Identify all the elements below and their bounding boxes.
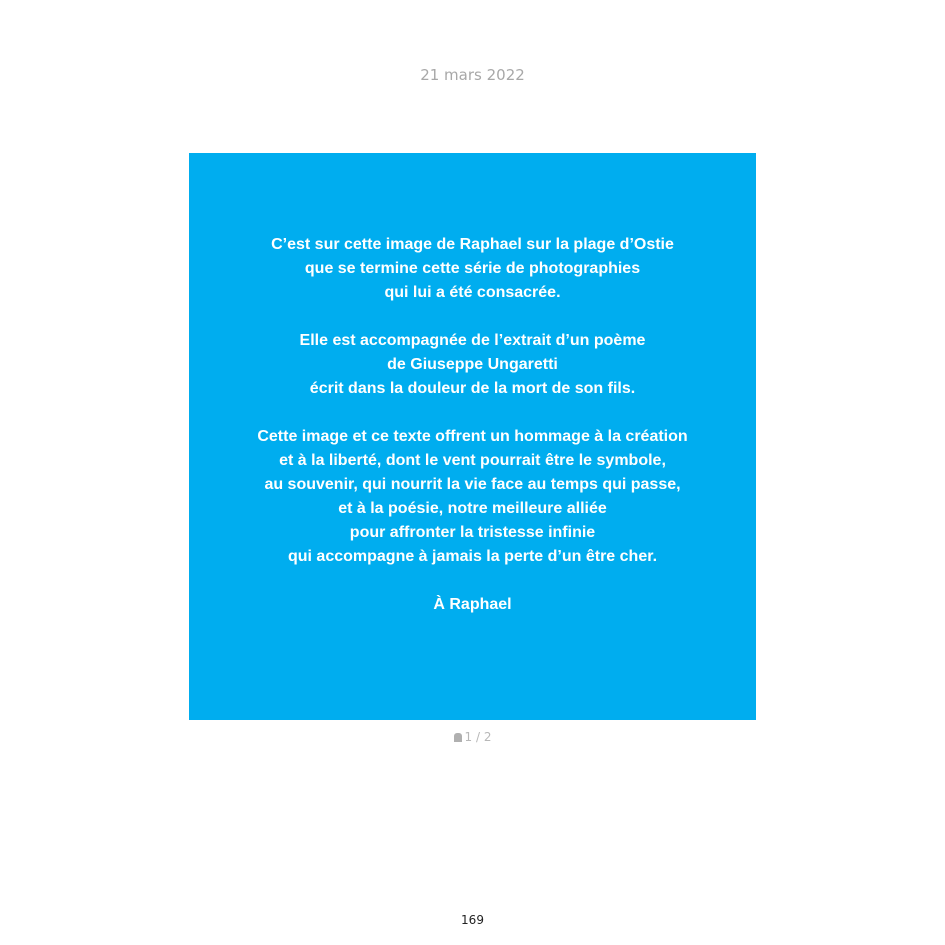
card-line: et à la poésie, notre meilleure alliée [338,500,607,517]
pager-total: 2 [483,730,492,744]
gallery-icon [454,733,462,742]
card-line: au souvenir, qui nourrit la vie face au temps qui passe, [264,476,681,493]
gallery-pager[interactable] [0,730,945,744]
card-line: que se termine cette série de photographies [304,260,641,277]
post-date: 21 mars 2022 [420,66,525,84]
card-line: À Raphael [433,596,512,613]
pager-current: 1 [464,730,473,744]
card-line: de Giuseppe Ungaretti [387,356,558,373]
card-line: qui accompagne à jamais la perte d’un être cher. [287,548,658,565]
page-number: 169 [461,913,484,927]
card-dedication [189,593,756,617]
pager-separator: / [475,730,481,744]
card-line: qui lui a été consacrée. [384,284,561,301]
card-line: C’est sur cette image de Raphael sur la plage d’Ostie [271,236,674,253]
card-line: écrit dans la douleur de la mort de son fils. [309,380,636,397]
card-line: Elle est accompagnée de l’extrait d’un poème [299,332,646,349]
card-paragraph-2 [189,329,756,401]
card-paragraph-3 [189,425,756,569]
card-line: Cette image et ce texte offrent un hommage à la création [257,428,688,445]
text-card[interactable] [189,153,756,720]
card-line: pour affronter la tristesse infinie [349,524,596,541]
card-line: et à la liberté, dont le vent pourrait être le symbole, [279,452,666,469]
card-paragraph-1 [189,233,756,305]
card-text [189,233,756,641]
